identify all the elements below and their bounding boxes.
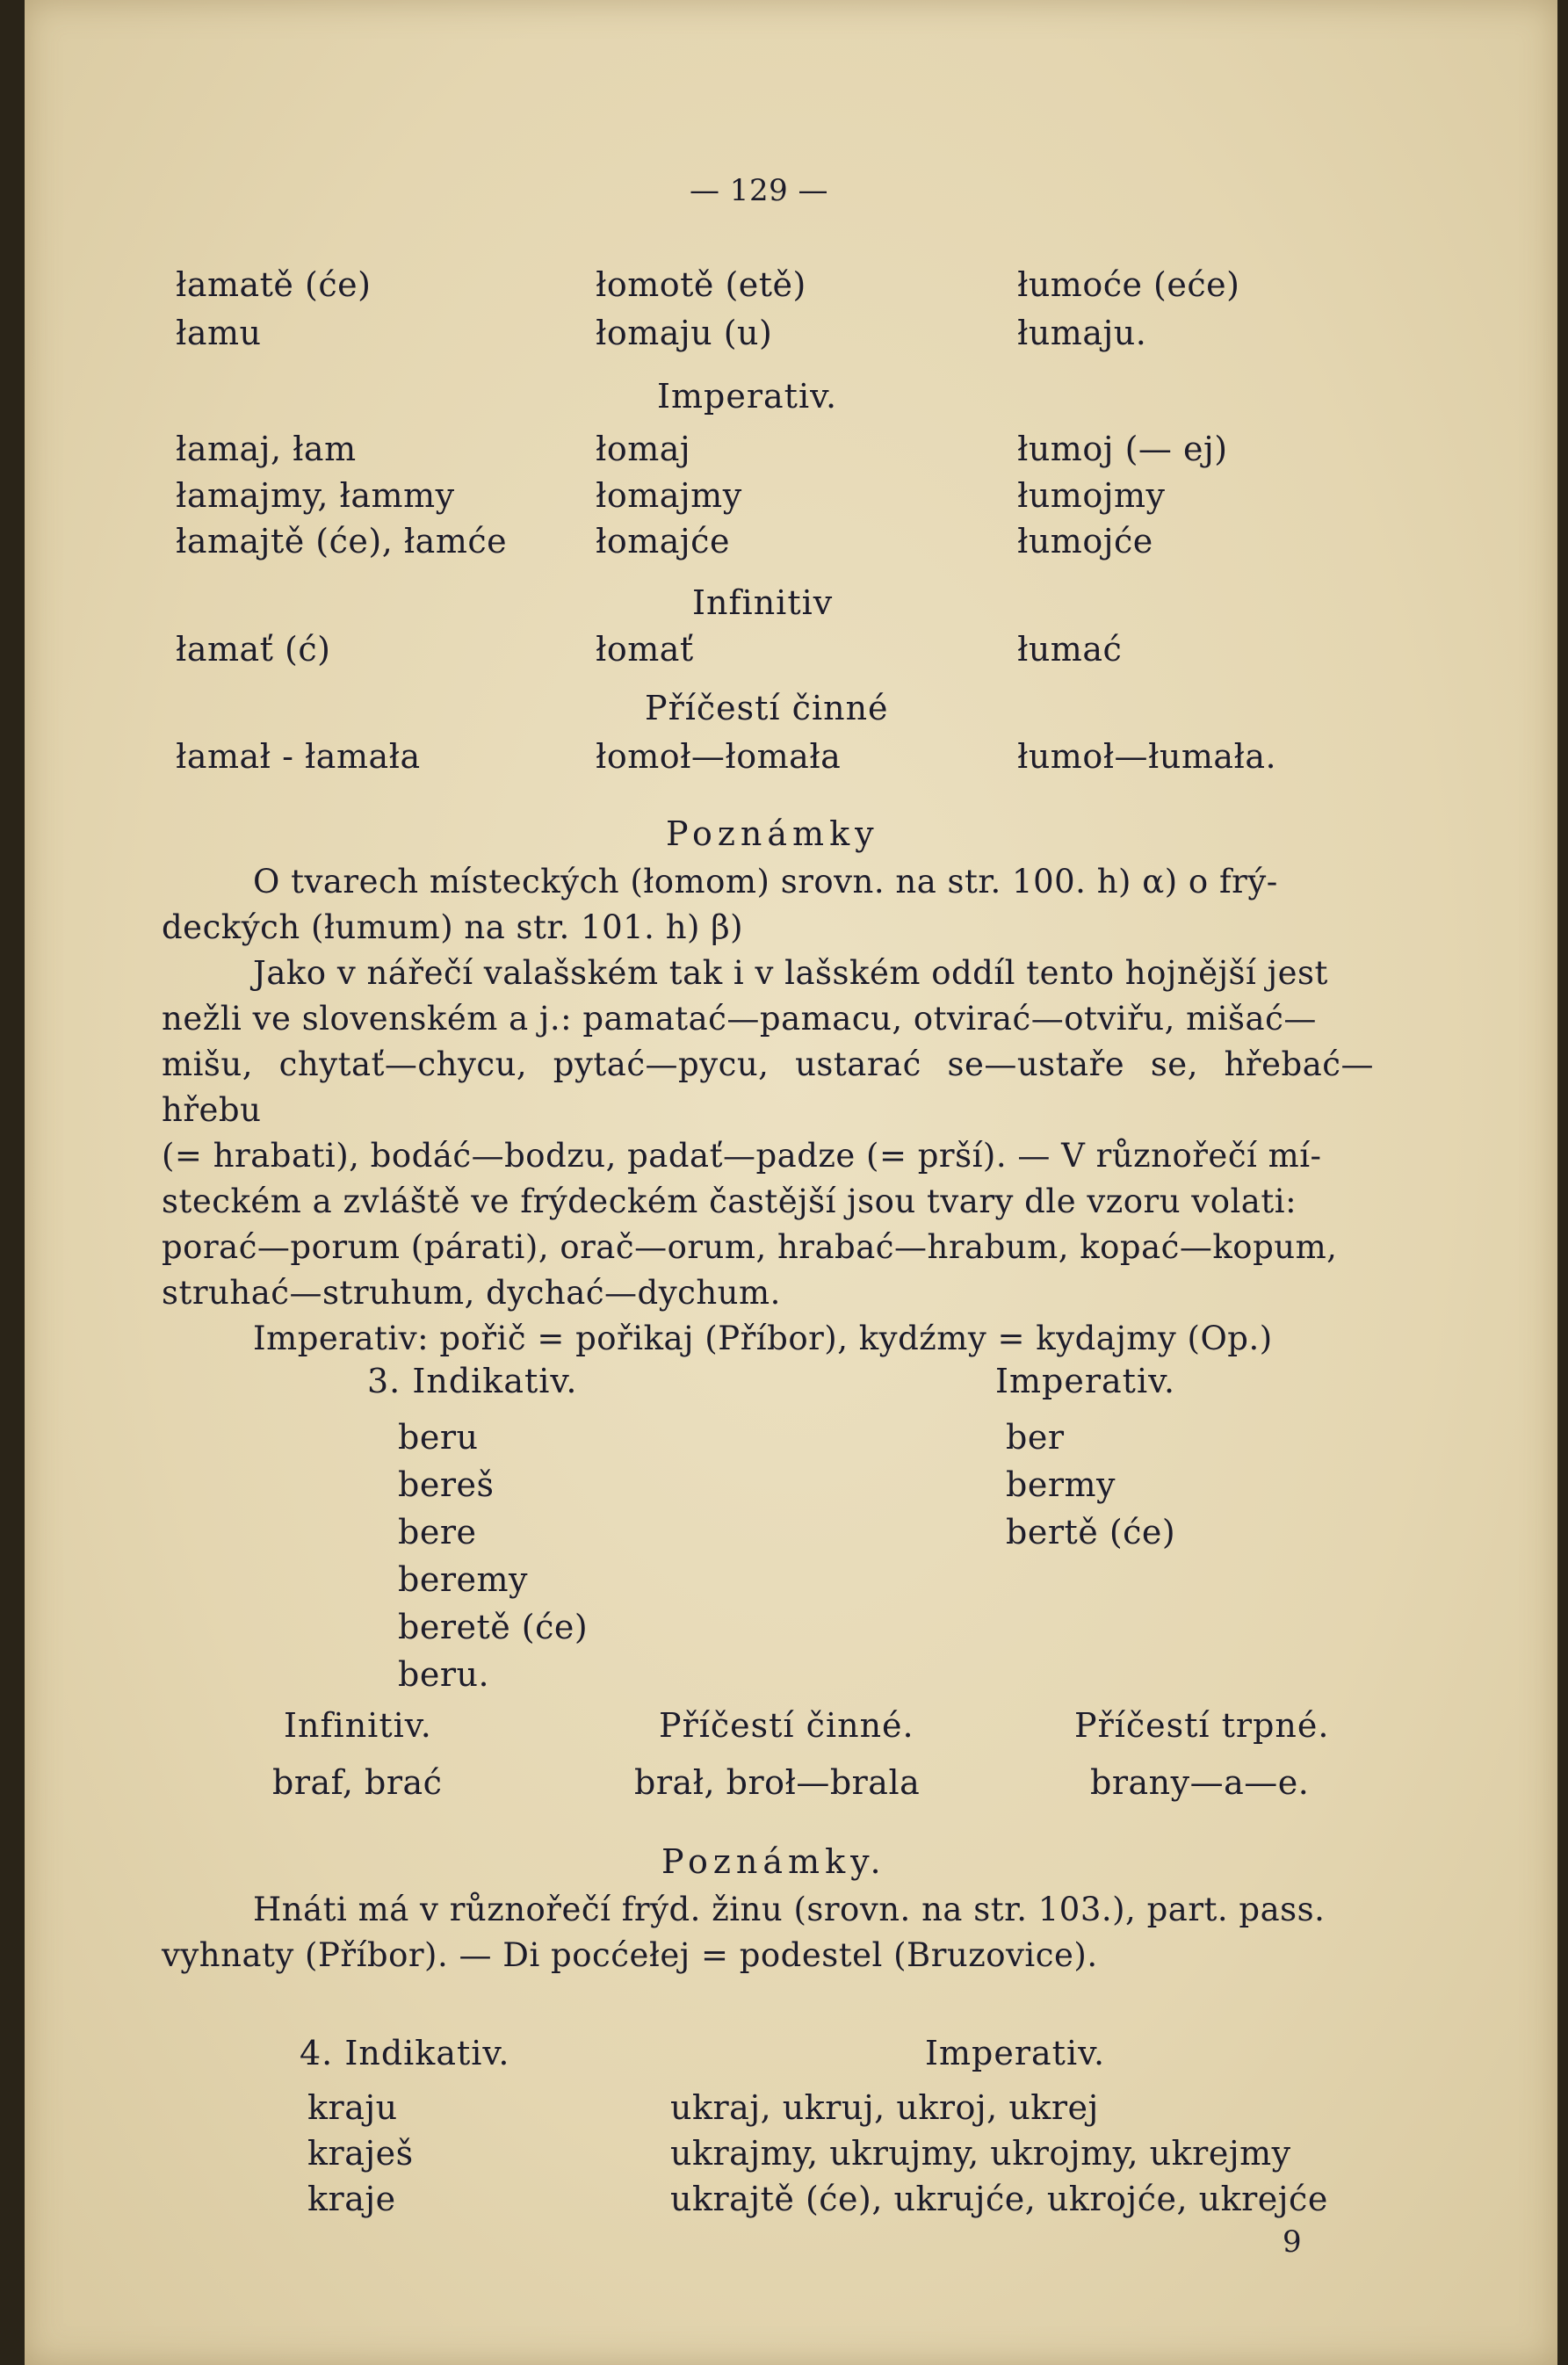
- section3-infinitiv-heading: Infinitiv.: [284, 1706, 432, 1745]
- section3-imperativ-form: bertě (će): [1006, 1513, 1176, 1551]
- notes-line: struhać—struhum, dychać—dychum.: [162, 1274, 781, 1312]
- table1-cell: łomoł—łomała: [596, 737, 842, 776]
- section3-indikativ-form: beru.: [398, 1655, 490, 1694]
- table1-cell: łamu: [176, 314, 262, 352]
- table1-cell: łamajtě (će), łamće: [176, 522, 508, 561]
- notes-line: deckých (łumum) na str. 101. h) β): [162, 908, 744, 946]
- section4-indikativ-form: kraješ: [307, 2134, 414, 2173]
- section3-indikativ-heading: 3. Indikativ.: [367, 1362, 578, 1400]
- section3-infinitiv-form: braf, brać: [272, 1763, 443, 1802]
- book-page: [25, 0, 1557, 2365]
- signature-mark: 9: [1283, 2224, 1303, 2260]
- table1-cell: łumać: [1017, 630, 1123, 669]
- section4-indikativ-form: kraje: [307, 2180, 396, 2218]
- section3-indikativ-form: bere: [398, 1513, 477, 1551]
- table1-cell: łomajće: [596, 522, 730, 561]
- table1-cell: łamatě (će): [176, 265, 372, 304]
- notes2-paragraph: [162, 1887, 1374, 1978]
- notes2-line: Hnáti má v různořečí frýd. žinu (srovn. na str. 103.), part. pass.: [253, 1891, 1326, 1928]
- section3-pricesti-cinne-form: brał, broł—brala: [634, 1763, 921, 1802]
- imperativ-heading: Imperativ.: [657, 377, 838, 416]
- table1-cell: łumoł—łumała.: [1017, 737, 1277, 776]
- section3-imperativ-form: ber: [1006, 1418, 1065, 1457]
- notes-line: nežli ve slovenském a j.: pamatać—pamacu, otvirać—otviřu, mišać—: [162, 1000, 1317, 1038]
- section3-indikativ-form: beru: [398, 1418, 479, 1457]
- notes-line: Jako v nářečí valašském tak i v lašském oddíl tento hojnější jest: [253, 954, 1328, 992]
- section4-imperativ-form: ukrajtě (će), ukrujće, ukrojće, ukrejće: [670, 2180, 1328, 2218]
- section4-imperativ-form: ukrajmy, ukrujmy, ukrojmy, ukrejmy: [670, 2134, 1291, 2173]
- pricesti-heading: Příčestí činné: [645, 689, 889, 727]
- section3-indikativ-form: beremy: [398, 1560, 528, 1599]
- section3-indikativ-form: beretě (će): [398, 1608, 589, 1646]
- notes-paragraph: [162, 859, 1374, 1362]
- notes-line: O tvarech místeckých (łomom) srovn. na str. 100. h) α) o frý-: [253, 863, 1278, 900]
- table1-cell: łamaj, łam: [176, 430, 357, 468]
- section4-indikativ-form: kraju: [307, 2088, 398, 2127]
- section3-pricesti-trpne-heading: Příčestí trpné.: [1074, 1706, 1330, 1745]
- section3-indikativ-form: bereš: [398, 1465, 495, 1504]
- notes2-line: vyhnaty (Příbor). — Di pocćełej = podestel (Bruzovice).: [162, 1936, 1098, 1974]
- notes-line: steckém a zvláště ve frýdeckém častější jsou tvary dle vzoru volati:: [162, 1182, 1297, 1220]
- table1-cell: łumaju.: [1017, 314, 1147, 352]
- section3-imperativ-form: bermy: [1006, 1465, 1116, 1504]
- page-number: — 129 —: [690, 173, 829, 208]
- table1-cell: łomaj: [596, 430, 691, 468]
- table1-cell: łumojmy: [1017, 476, 1166, 515]
- table1-cell: łamajmy, łammy: [176, 476, 455, 515]
- notes-heading: Poznámky: [666, 814, 879, 853]
- table1-cell: łumojće: [1017, 522, 1153, 561]
- table1-cell: łumoj (— ej): [1017, 430, 1228, 468]
- table1-cell: łomotě (etě): [596, 265, 806, 304]
- section3-imperativ-heading: Imperativ.: [995, 1362, 1176, 1400]
- section4-indikativ-heading: 4. Indikativ.: [300, 2034, 510, 2072]
- notes-line: (= hrabati), bodáć—bodzu, padať—padze (= prší). — V různořečí mí-: [162, 1137, 1322, 1175]
- notes2-heading: Poznámky.: [661, 1842, 886, 1881]
- section3-pricesti-trpne-form: brany—a—e.: [1090, 1763, 1310, 1802]
- section4-imperativ-heading: Imperativ.: [925, 2034, 1106, 2072]
- table1-cell: łumoće (eće): [1017, 265, 1240, 304]
- section3-pricesti-cinne-heading: Příčestí činné.: [659, 1706, 914, 1745]
- table1-cell: łomajmy: [596, 476, 742, 515]
- notes-line: Imperativ: pořič = pořikaj (Příbor), kydźmy = kydajmy (Op.): [253, 1320, 1273, 1357]
- notes-line: porać—porum (párati), orač—orum, hrabać—hrabum, kopać—kopum,: [162, 1228, 1338, 1266]
- table1-cell: łamał - łamała: [176, 737, 421, 776]
- infinitiv-heading: Infinitiv: [692, 583, 834, 622]
- section4-imperativ-form: ukraj, ukruj, ukroj, ukrej: [670, 2088, 1099, 2127]
- notes-line: mišu, chytať—chycu, pytać—pycu, ustarać se—ustaře se, hřebać—hřebu: [162, 1045, 1374, 1129]
- table1-cell: łomaju (u): [596, 314, 773, 352]
- table1-cell: łamať (ć): [176, 630, 331, 669]
- table1-cell: łomať: [596, 630, 694, 669]
